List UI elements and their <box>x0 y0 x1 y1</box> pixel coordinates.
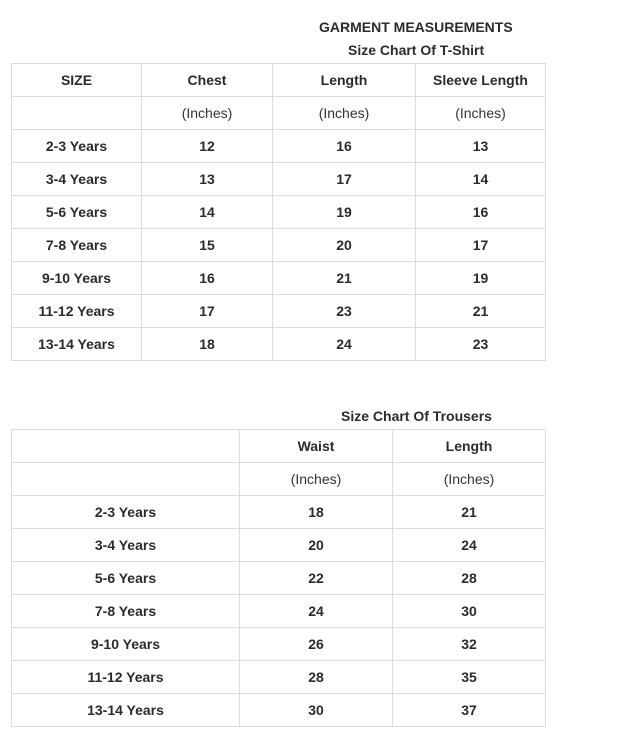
table-units-row <box>12 97 546 130</box>
table-row <box>12 595 546 628</box>
sleeve-length-cell: 14 <box>416 163 546 196</box>
column-header-waist: Waist <box>240 430 393 463</box>
trousers-chart-title: Size Chart Of Trousers <box>341 408 492 424</box>
table-row <box>12 628 546 661</box>
chest-cell: 12 <box>142 130 273 163</box>
sleeve-length-cell: 13 <box>416 130 546 163</box>
trousers-size-table <box>11 429 546 727</box>
size-cell: 9-10 Years <box>12 628 240 661</box>
table-row <box>12 661 546 694</box>
unit-cell <box>12 97 142 130</box>
table-row <box>12 163 546 196</box>
length-cell: 23 <box>273 295 416 328</box>
size-cell: 3-4 Years <box>12 529 240 562</box>
size-cell: 7-8 Years <box>12 595 240 628</box>
unit-cell: (Inches) <box>393 463 546 496</box>
tshirt-chart-title: Size Chart Of T-Shirt <box>348 42 485 58</box>
sleeve-length-cell: 17 <box>416 229 546 262</box>
table-row <box>12 295 546 328</box>
waist-cell: 22 <box>240 562 393 595</box>
length-cell: 19 <box>273 196 416 229</box>
table-header-row <box>12 64 546 97</box>
column-header-sleeve-length: Sleeve Length <box>416 64 546 97</box>
table-header-row <box>12 430 546 463</box>
size-cell: 5-6 Years <box>12 196 142 229</box>
unit-cell: (Inches) <box>416 97 546 130</box>
table-row <box>12 529 546 562</box>
size-cell: 11-12 Years <box>12 661 240 694</box>
length-cell: 20 <box>273 229 416 262</box>
size-cell: 13-14 Years <box>12 694 240 727</box>
chest-cell: 16 <box>142 262 273 295</box>
size-cell: 13-14 Years <box>12 328 142 361</box>
length-cell: 16 <box>273 130 416 163</box>
length-cell: 24 <box>273 328 416 361</box>
size-cell: 2-3 Years <box>12 130 142 163</box>
waist-cell: 26 <box>240 628 393 661</box>
column-header-length: Length <box>393 430 546 463</box>
waist-cell: 18 <box>240 496 393 529</box>
size-cell: 7-8 Years <box>12 229 142 262</box>
waist-cell: 24 <box>240 595 393 628</box>
unit-cell: (Inches) <box>142 97 273 130</box>
chest-cell: 17 <box>142 295 273 328</box>
length-cell: 37 <box>393 694 546 727</box>
sleeve-length-cell: 21 <box>416 295 546 328</box>
length-cell: 17 <box>273 163 416 196</box>
table-units-row <box>12 463 546 496</box>
sleeve-length-cell: 19 <box>416 262 546 295</box>
column-header-size <box>12 430 240 463</box>
table-row <box>12 694 546 727</box>
length-cell: 30 <box>393 595 546 628</box>
unit-cell <box>12 463 240 496</box>
length-cell: 24 <box>393 529 546 562</box>
size-cell: 5-6 Years <box>12 562 240 595</box>
table-row <box>12 196 546 229</box>
column-header-size: SIZE <box>12 64 142 97</box>
sleeve-length-cell: 23 <box>416 328 546 361</box>
length-cell: 21 <box>393 496 546 529</box>
length-cell: 32 <box>393 628 546 661</box>
chest-cell: 15 <box>142 229 273 262</box>
waist-cell: 28 <box>240 661 393 694</box>
page-title: GARMENT MEASUREMENTS <box>319 19 513 35</box>
unit-cell: (Inches) <box>273 97 416 130</box>
size-cell: 2-3 Years <box>12 496 240 529</box>
column-header-length: Length <box>273 64 416 97</box>
table-row <box>12 262 546 295</box>
waist-cell: 30 <box>240 694 393 727</box>
table-row <box>12 496 546 529</box>
waist-cell: 20 <box>240 529 393 562</box>
chest-cell: 14 <box>142 196 273 229</box>
table-row <box>12 229 546 262</box>
table-row <box>12 562 546 595</box>
size-cell: 9-10 Years <box>12 262 142 295</box>
length-cell: 35 <box>393 661 546 694</box>
length-cell: 21 <box>273 262 416 295</box>
sleeve-length-cell: 16 <box>416 196 546 229</box>
chest-cell: 13 <box>142 163 273 196</box>
tshirt-size-table <box>11 63 546 361</box>
size-cell: 11-12 Years <box>12 295 142 328</box>
table-row <box>12 328 546 361</box>
size-cell: 3-4 Years <box>12 163 142 196</box>
column-header-chest: Chest <box>142 64 273 97</box>
unit-cell: (Inches) <box>240 463 393 496</box>
chest-cell: 18 <box>142 328 273 361</box>
table-row <box>12 130 546 163</box>
length-cell: 28 <box>393 562 546 595</box>
